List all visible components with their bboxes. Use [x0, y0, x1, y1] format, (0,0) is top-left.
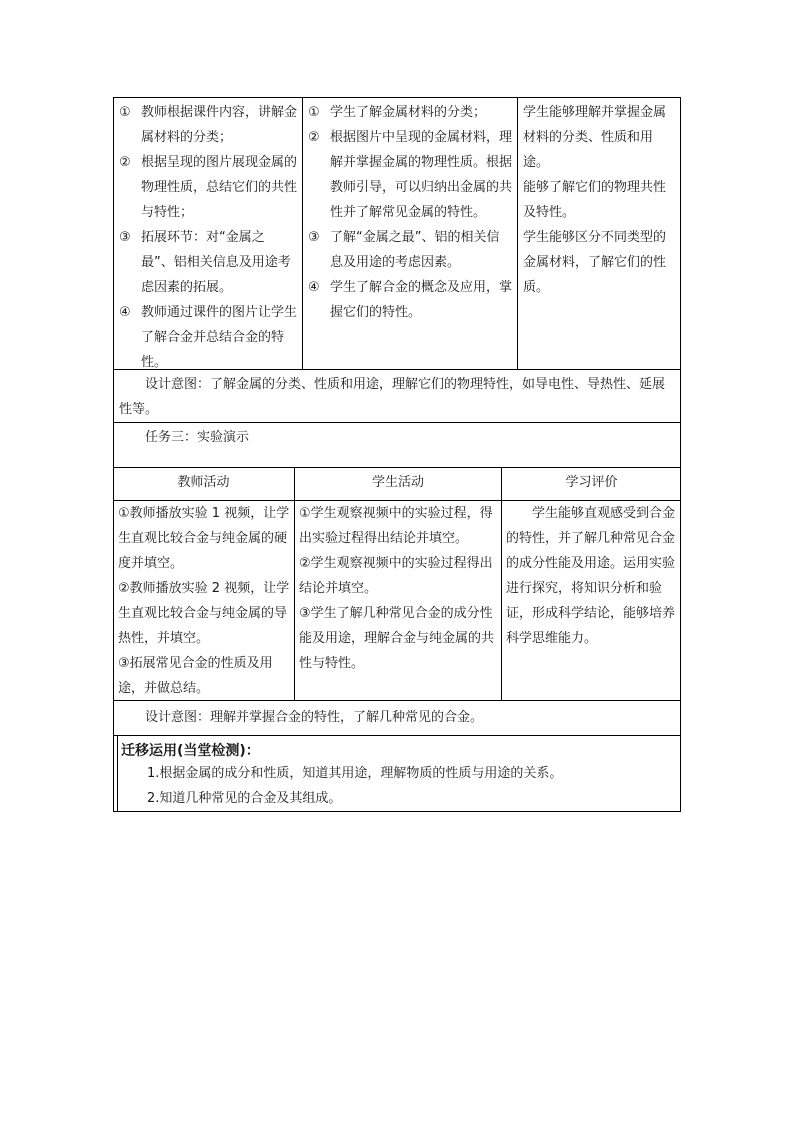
list-item: ① 学生了解金属材料的分类； — [308, 105, 487, 120]
list-item: ③ 了解“金属之最”、铝的相关信息及用途的考虑因素。 — [308, 230, 500, 270]
list-item: ① 教师根据课件内容，讲解金属材料的分类； — [119, 105, 298, 145]
list-item: ② 根据图片中呈现的金属材料，理解并掌握金属的物理性质。根据教师引导，可以归纳出金属的共性并了解常见金属的特性。 — [308, 130, 513, 220]
evaluation-line: 能够了解它们的物理共性及特性。 — [523, 180, 667, 220]
header-student-activity: 学生活动 — [371, 475, 424, 490]
list-item: ②教师播放实验 2 视频，让学生直观比较合金与纯金属的导热性，并填空。 — [118, 581, 290, 646]
list-item: ②学生观察视频中的实验过程得出结论并填空。 — [299, 556, 493, 596]
list-item: ①学生观察视频中的实验过程，得出实验过程得出结论并填空。 — [299, 506, 493, 546]
evaluation-line: 学生能够区分不同类型的金属材料，了解它们的性质。 — [523, 230, 667, 295]
design-intent-1: 设计意图：了解金属的分类、性质和用途，理解它们的物理特性，如导电性、导热性、延展性等。 — [119, 377, 666, 417]
top-teacher-cell — [114, 98, 302, 377]
transfer-item-1: 1.根据金属的成分和性质，知道其用途，理解物质的性质与用途的关系。 — [147, 766, 563, 781]
task3-student-cell — [295, 501, 501, 676]
evaluation-line: 学生能够理解并掌握金属材料的分类、性质和用途。 — [523, 105, 667, 170]
transfer-item-2: 2.知道几种常见的合金及其组成。 — [147, 791, 342, 806]
list-item: ② 根据呈现的图片展现金属的物理性质，总结它们的共性与特性； — [119, 155, 298, 220]
list-item: ④ 教师通过课件的图片让学生了解合金并总结合金的特性。 — [119, 305, 298, 370]
list-item: ③学生了解几种常见合金的成分性能及用途，理解合金与纯金属的共性与特性。 — [299, 606, 495, 671]
list-item: ①教师播放实验 1 视频，让学生直观比较合金与纯金属的硬度并填空。 — [118, 506, 290, 571]
header-learning-evaluation: 学习评价 — [565, 475, 618, 490]
list-item: ③拓展常见合金的性质及用途，并做总结。 — [118, 656, 273, 696]
transfer-left-line — [117, 735, 118, 812]
top-student-cell — [303, 98, 517, 327]
task3-teacher-cell — [114, 501, 294, 701]
list-item: ④ 学生了解合金的概念及应用，掌握它们的特性。 — [308, 280, 513, 320]
design-intent-2: 设计意图：理解并掌握合金的特性，了解几种常见的合金。 — [145, 710, 484, 725]
task3-title: 任务三：实验演示 — [145, 430, 250, 445]
list-item: ③ 拓展环节：对“金属之最”、铝相关信息及用途考虑因素的拓展。 — [119, 230, 291, 295]
transfer-title: 迁移运用(当堂检测)： — [121, 743, 260, 759]
top-evaluation-cell — [518, 98, 681, 302]
header-teacher-activity: 教师活动 — [177, 475, 230, 490]
task3-evaluation-cell: 学生能够直观感受到合金的特性，并了解几种常见合金的成分性能及用途。运用实验进行探究，将知识分析和验证，形成科学结论，能够培养科学思维能力。 — [506, 506, 676, 646]
